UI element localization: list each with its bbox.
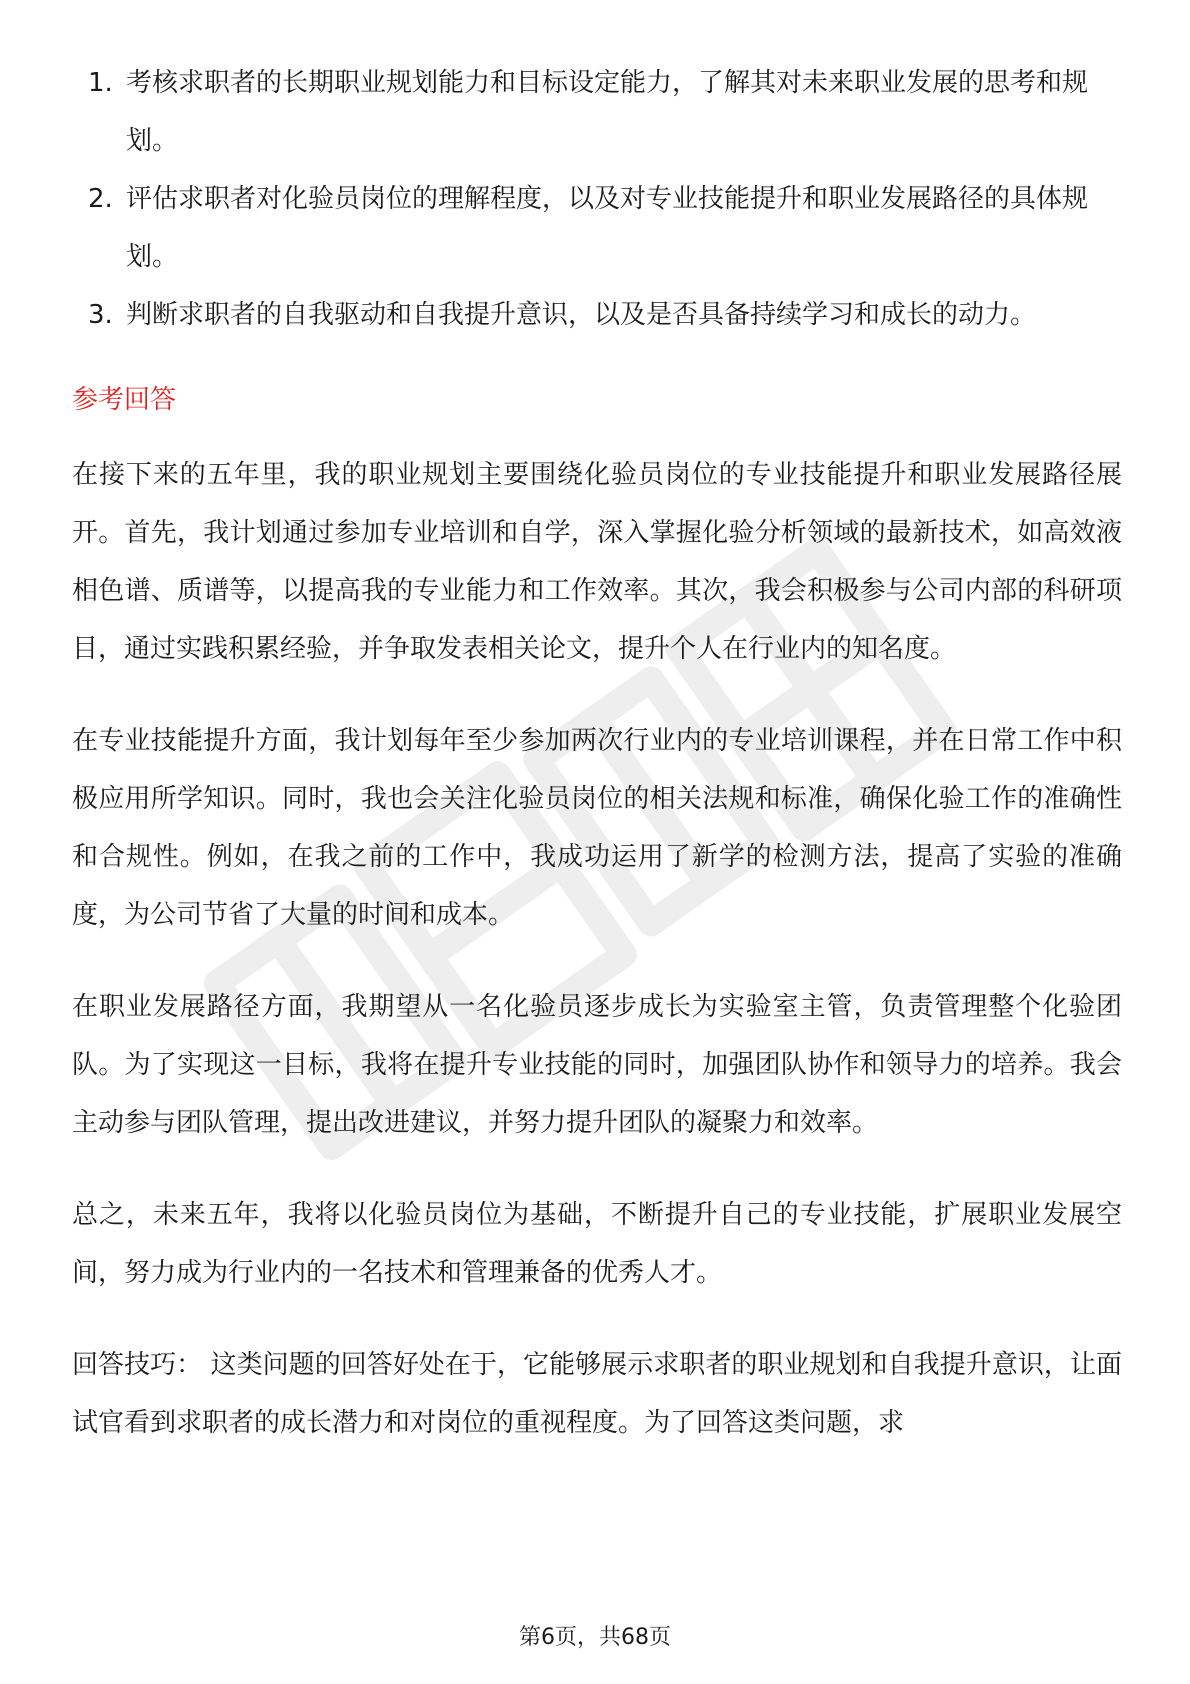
list-item (72, 286, 1122, 344)
list-item (72, 170, 1122, 286)
page-footer: 第6页，共68页 (519, 1625, 671, 1650)
list-item (72, 54, 1122, 170)
section-heading: 参考回答 (72, 385, 177, 415)
list-number: 3. (88, 300, 113, 330)
answer-paragraph: 在接下来的五年里，我的职业规划主要围绕化验员岗位的专业技能提升和职业发展路径展开。首先，我计划通过参加专业培训和自学，深入掌握化验分析领域的最新技术，如高效液相色谱、质谱等，以提高我的专业能力和工作效率。其次，我会积极参与公司内部的科研项目，通过实践积累经验，并争取发表相关论文，提升个人在行业内的知名度。 (72, 460, 1122, 664)
list-number: 2. (88, 184, 113, 214)
list-text: 考核求职者的长期职业规划能力和目标设定能力，了解其对未来职业发展的思考和规划。 (126, 68, 1089, 156)
answer-tip: 回答技巧： 这类问题的回答好处在于，它能够展示求职者的职业规划和自我提升意识，让面试官看到求职者的成长潜力和对岗位的重视程度。为了回答这类问题，求 (72, 1350, 1122, 1438)
list-text: 评估求职者对化验员岗位的理解程度，以及对专业技能提升和职业发展路径的具体规划。 (126, 184, 1089, 272)
answer-paragraph: 在专业技能提升方面，我计划每年至少参加两次行业内的专业培训课程，并在日常工作中积极应用所学知识。同时，我也会关注化验员岗位的相关法规和标准，确保化验工作的准确性和合规性。例如，在我之前的工作中，我成功运用了新学的检测方法，提高了实验的准确度，为公司节省了大量的时间和成本。 (72, 726, 1122, 930)
answer-paragraph: 总之，未来五年，我将以化验员岗位为基础，不断提升自己的专业技能，扩展职业发展空间，努力成为行业内的一名技术和管理兼备的优秀人才。 (72, 1200, 1122, 1288)
list-number: 1. (88, 68, 113, 98)
page-content (72, 54, 1122, 1486)
answer-paragraph: 在职业发展路径方面，我期望从一名化验员逐步成长为实验室主管，负责管理整个化验团队。为了实现这一目标，我将在提升专业技能的同时，加强团队协作和领导力的培养。我会主动参与团队管理，提出改进建议，并努力提升团队的凝聚力和效率。 (72, 992, 1122, 1138)
assessment-points-list (72, 54, 1122, 344)
list-text: 判断求职者的自我驱动和自我提升意识，以及是否具备持续学习和成长的动力。 (126, 300, 1037, 330)
